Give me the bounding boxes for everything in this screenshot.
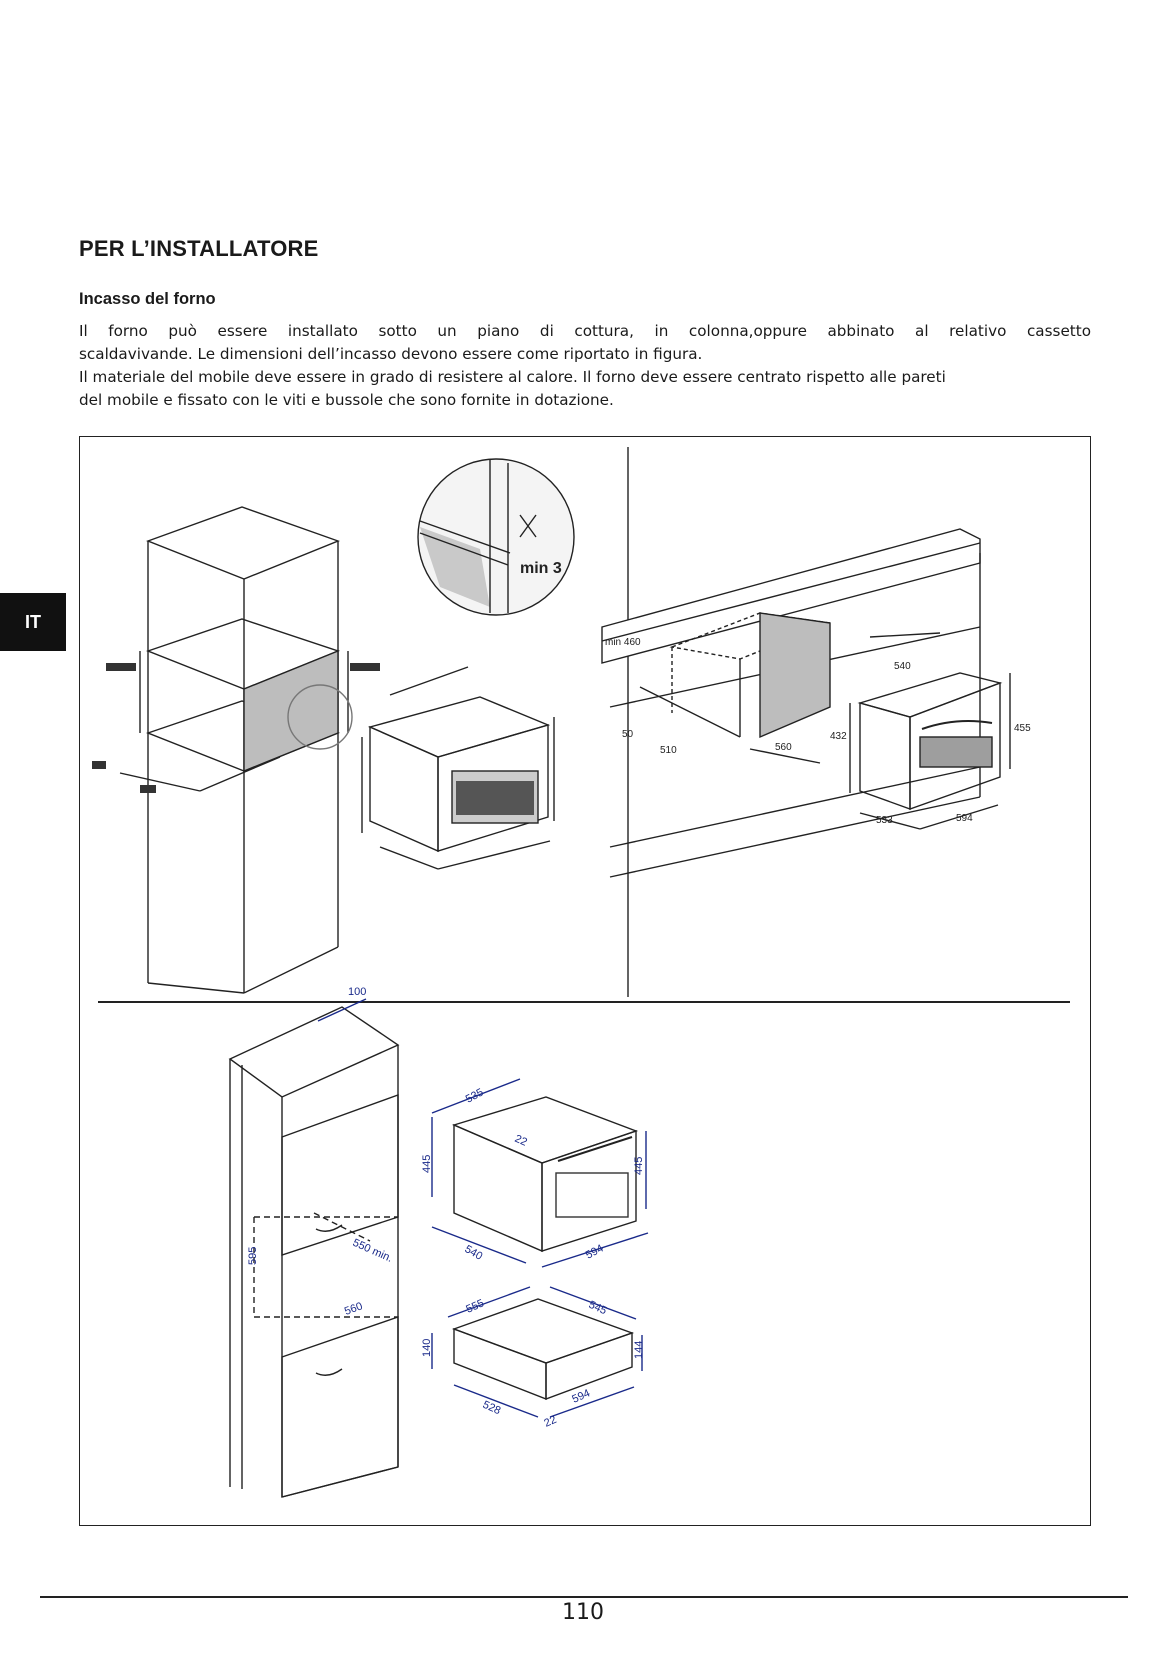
paragraph-line-2: scaldavivande. Le dimensioni dell’incasso devono essere come riportato in figura. [79,345,703,363]
installation-text [79,320,1091,412]
column-drawing-top-left [92,507,380,993]
dim-528: 528 [480,1398,503,1418]
dim-533: 533 [876,815,893,826]
dim-min-460: min 460 [605,637,641,648]
oven-drawing-bottom [421,1079,648,1267]
dim-455: 455 [1014,723,1031,734]
dim-594-drawer: 594 [570,1387,592,1406]
installation-drawings [80,437,1089,1524]
column-drawing-bottom [230,986,398,1497]
dim-22-drawer: 22 [542,1413,559,1430]
dim-595: 595 [247,1246,259,1265]
dim-445-left: 445 [421,1154,433,1173]
dim-22-oven: 22 [512,1132,529,1149]
dim-140: 140 [421,1338,433,1357]
footer-rule [40,1596,1128,1598]
drawer-drawing-bottom [421,1287,645,1430]
dim-545: 545 [586,1298,609,1318]
oven-drawing-top-left [362,667,554,869]
installation-figure [79,436,1091,1526]
dim-550-min: 550 min. [350,1236,395,1265]
section-subtitle: Incasso del forno [79,290,216,308]
min-3-label: min 3 [520,560,562,577]
dim-555: 555 [464,1297,486,1316]
dim-535: 535 [463,1086,486,1106]
page-title: PER L’INSTALLATORE [79,236,319,261]
page-number: 110 [562,1600,604,1625]
dim-540: 540 [894,661,911,672]
dim-50: 50 [622,729,634,740]
under-counter-drawing [602,529,1031,877]
dim-432: 432 [830,731,847,742]
paragraph-line-3: Il materiale del mobile deve essere in grado di resistere al calore. Il forno deve essere centrato rispetto alle pareti [79,368,946,386]
paragraph-line-4: del mobile e fissato con le viti e bussole che sono fornite in dotazione. [79,391,614,409]
dim-100: 100 [348,986,367,998]
paragraph-line-1: Il forno può essere installato sotto un piano di cottura, in colonna,oppure abbinato al relativo cassetto [79,322,1091,340]
detail-circle [418,459,574,615]
language-tab: IT [0,593,66,651]
dim-540-oven: 540 [462,1243,485,1263]
dim-445-right: 445 [633,1156,645,1175]
dim-144: 144 [633,1340,645,1359]
dim-594: 594 [956,813,973,824]
dim-594-oven: 594 [583,1242,606,1262]
dim-510: 510 [660,745,677,756]
dim-560-bottom: 560 [342,1300,365,1318]
dim-560: 560 [775,742,792,753]
